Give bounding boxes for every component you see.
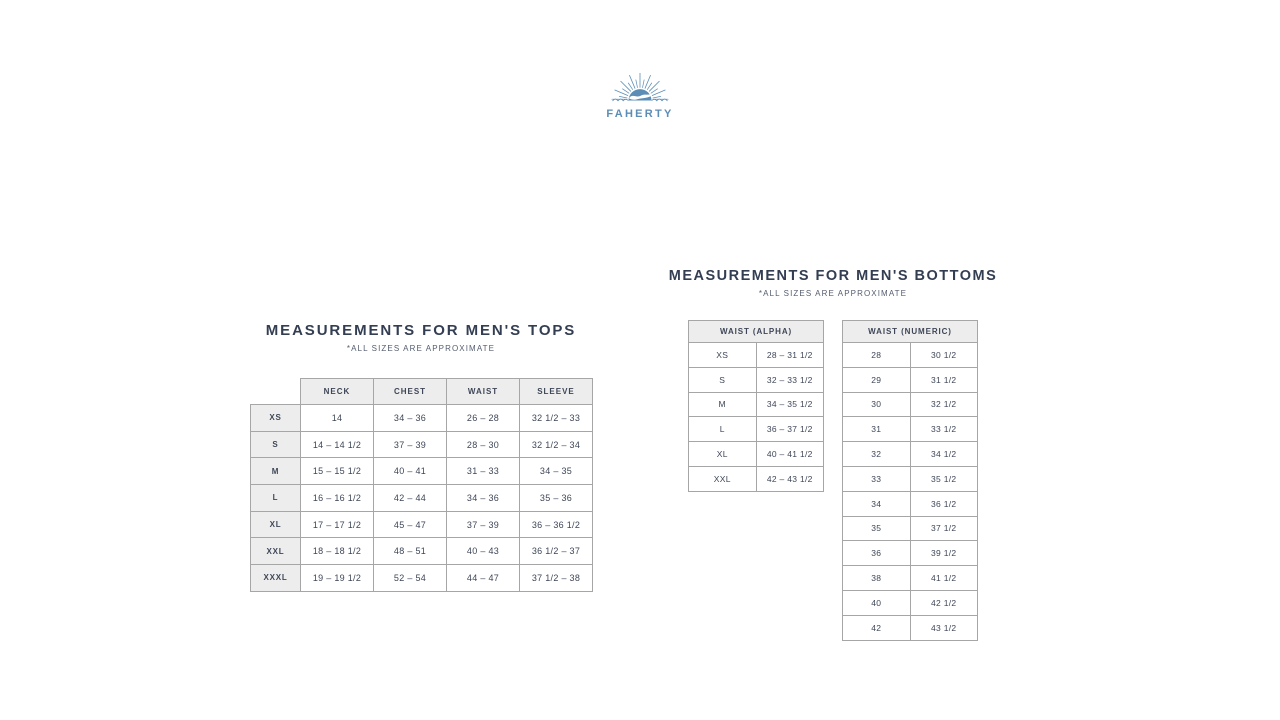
value-cell: 17 – 17 1/2 [301, 511, 374, 538]
tops-size-table-wrap [250, 378, 593, 592]
tops-size-table [250, 378, 593, 592]
table-row [843, 615, 978, 640]
value-cell: 45 – 47 [374, 511, 447, 538]
size-cell: 28 [843, 343, 911, 368]
table-row [843, 566, 978, 591]
value-cell: 28 – 30 [447, 431, 520, 458]
value-cell: 52 – 54 [374, 565, 447, 592]
value-cell: 41 1/2 [910, 566, 978, 591]
value-cell: 31 1/2 [910, 367, 978, 392]
table-row [843, 466, 978, 491]
value-cell: 14 – 14 1/2 [301, 431, 374, 458]
value-cell: 15 – 15 1/2 [301, 458, 374, 485]
value-cell: 34 – 35 [520, 458, 593, 485]
waist-numeric-table [842, 320, 978, 641]
waist-alpha-table-wrap [688, 320, 824, 492]
table-row [843, 491, 978, 516]
table-row [689, 367, 824, 392]
value-cell: 14 [301, 405, 374, 432]
table-row [689, 343, 824, 368]
waist-alpha-header: WAIST (ALPHA) [689, 321, 824, 343]
size-cell: 32 [843, 442, 911, 467]
sun-wave-logo-icon [596, 72, 684, 122]
tops-section-subtitle: *ALL SIZES ARE APPROXIMATE [346, 344, 496, 353]
value-cell: 37 1/2 – 38 [520, 565, 593, 592]
table-row [689, 417, 824, 442]
size-cell: XXL [689, 466, 757, 491]
table-row [689, 442, 824, 467]
value-cell: 35 1/2 [910, 466, 978, 491]
value-cell: 36 – 36 1/2 [520, 511, 593, 538]
size-cell: S [251, 431, 301, 458]
value-cell: 35 – 36 [520, 485, 593, 512]
tops-section-title: MEASUREMENTS FOR MEN'S TOPS [265, 322, 577, 339]
value-cell: 30 1/2 [910, 343, 978, 368]
size-cell: S [689, 367, 757, 392]
value-cell: 28 – 31 1/2 [756, 343, 824, 368]
table-row [843, 417, 978, 442]
size-cell: 38 [843, 566, 911, 591]
waist-numeric-table-wrap [842, 320, 978, 641]
alpha-header-row [689, 321, 824, 343]
size-cell: L [251, 485, 301, 512]
size-cell: 35 [843, 516, 911, 541]
value-cell: 34 – 36 [374, 405, 447, 432]
table-row [843, 442, 978, 467]
logo-wordmark: FAHERTY [606, 107, 674, 120]
value-cell: 44 – 47 [447, 565, 520, 592]
value-cell: 40 – 41 1/2 [756, 442, 824, 467]
column-header-sleeve: SLEEVE [520, 379, 593, 405]
table-row [251, 511, 593, 538]
value-cell: 40 – 43 [447, 538, 520, 565]
corner-cell [251, 379, 301, 405]
value-cell: 42 – 44 [374, 485, 447, 512]
size-cell: 33 [843, 466, 911, 491]
value-cell: 31 – 33 [447, 458, 520, 485]
size-cell: 30 [843, 392, 911, 417]
size-cell: M [689, 392, 757, 417]
size-cell: 29 [843, 367, 911, 392]
value-cell: 43 1/2 [910, 615, 978, 640]
column-header-waist: WAIST [447, 379, 520, 405]
size-cell: 31 [843, 417, 911, 442]
numeric-header-row [843, 321, 978, 343]
value-cell: 18 – 18 1/2 [301, 538, 374, 565]
table-row [843, 392, 978, 417]
value-cell: 37 – 39 [447, 511, 520, 538]
value-cell: 26 – 28 [447, 405, 520, 432]
table-row [843, 367, 978, 392]
table-row [251, 538, 593, 565]
value-cell: 32 1/2 [910, 392, 978, 417]
column-header-neck: NECK [301, 379, 374, 405]
value-cell: 37 – 39 [374, 431, 447, 458]
size-cell: M [251, 458, 301, 485]
value-cell: 40 – 41 [374, 458, 447, 485]
value-cell: 34 1/2 [910, 442, 978, 467]
size-cell: XL [251, 511, 301, 538]
tops-header-row [251, 379, 593, 405]
faherty-logo [596, 72, 684, 122]
table-row [843, 590, 978, 615]
size-cell: XXL [251, 538, 301, 565]
value-cell: 33 1/2 [910, 417, 978, 442]
value-cell: 37 1/2 [910, 516, 978, 541]
value-cell: 19 – 19 1/2 [301, 565, 374, 592]
size-cell: 40 [843, 590, 911, 615]
table-row [251, 405, 593, 432]
size-cell: L [689, 417, 757, 442]
table-row [251, 485, 593, 512]
value-cell: 34 – 35 1/2 [756, 392, 824, 417]
size-cell: XS [689, 343, 757, 368]
value-cell: 32 1/2 – 33 [520, 405, 593, 432]
waist-numeric-header: WAIST (NUMERIC) [843, 321, 978, 343]
size-cell: XS [251, 405, 301, 432]
table-row [251, 431, 593, 458]
size-cell: XL [689, 442, 757, 467]
value-cell: 32 1/2 – 34 [520, 431, 593, 458]
value-cell: 42 1/2 [910, 590, 978, 615]
size-cell: XXXL [251, 565, 301, 592]
value-cell: 34 – 36 [447, 485, 520, 512]
bottoms-section-title: MEASUREMENTS FOR MEN'S BOTTOMS [668, 268, 998, 284]
table-row [689, 392, 824, 417]
value-cell: 16 – 16 1/2 [301, 485, 374, 512]
table-row [251, 565, 593, 592]
value-cell: 32 – 33 1/2 [756, 367, 824, 392]
value-cell: 36 – 37 1/2 [756, 417, 824, 442]
bottoms-section-subtitle: *ALL SIZES ARE APPROXIMATE [758, 289, 908, 298]
size-cell: 42 [843, 615, 911, 640]
value-cell: 48 – 51 [374, 538, 447, 565]
value-cell: 39 1/2 [910, 541, 978, 566]
table-row [251, 458, 593, 485]
column-header-chest: CHEST [374, 379, 447, 405]
table-row [689, 466, 824, 491]
size-cell: 36 [843, 541, 911, 566]
value-cell: 42 – 43 1/2 [756, 466, 824, 491]
value-cell: 36 1/2 – 37 [520, 538, 593, 565]
table-row [843, 516, 978, 541]
table-row [843, 541, 978, 566]
waist-alpha-table [688, 320, 824, 492]
value-cell: 36 1/2 [910, 491, 978, 516]
table-row [843, 343, 978, 368]
size-cell: 34 [843, 491, 911, 516]
